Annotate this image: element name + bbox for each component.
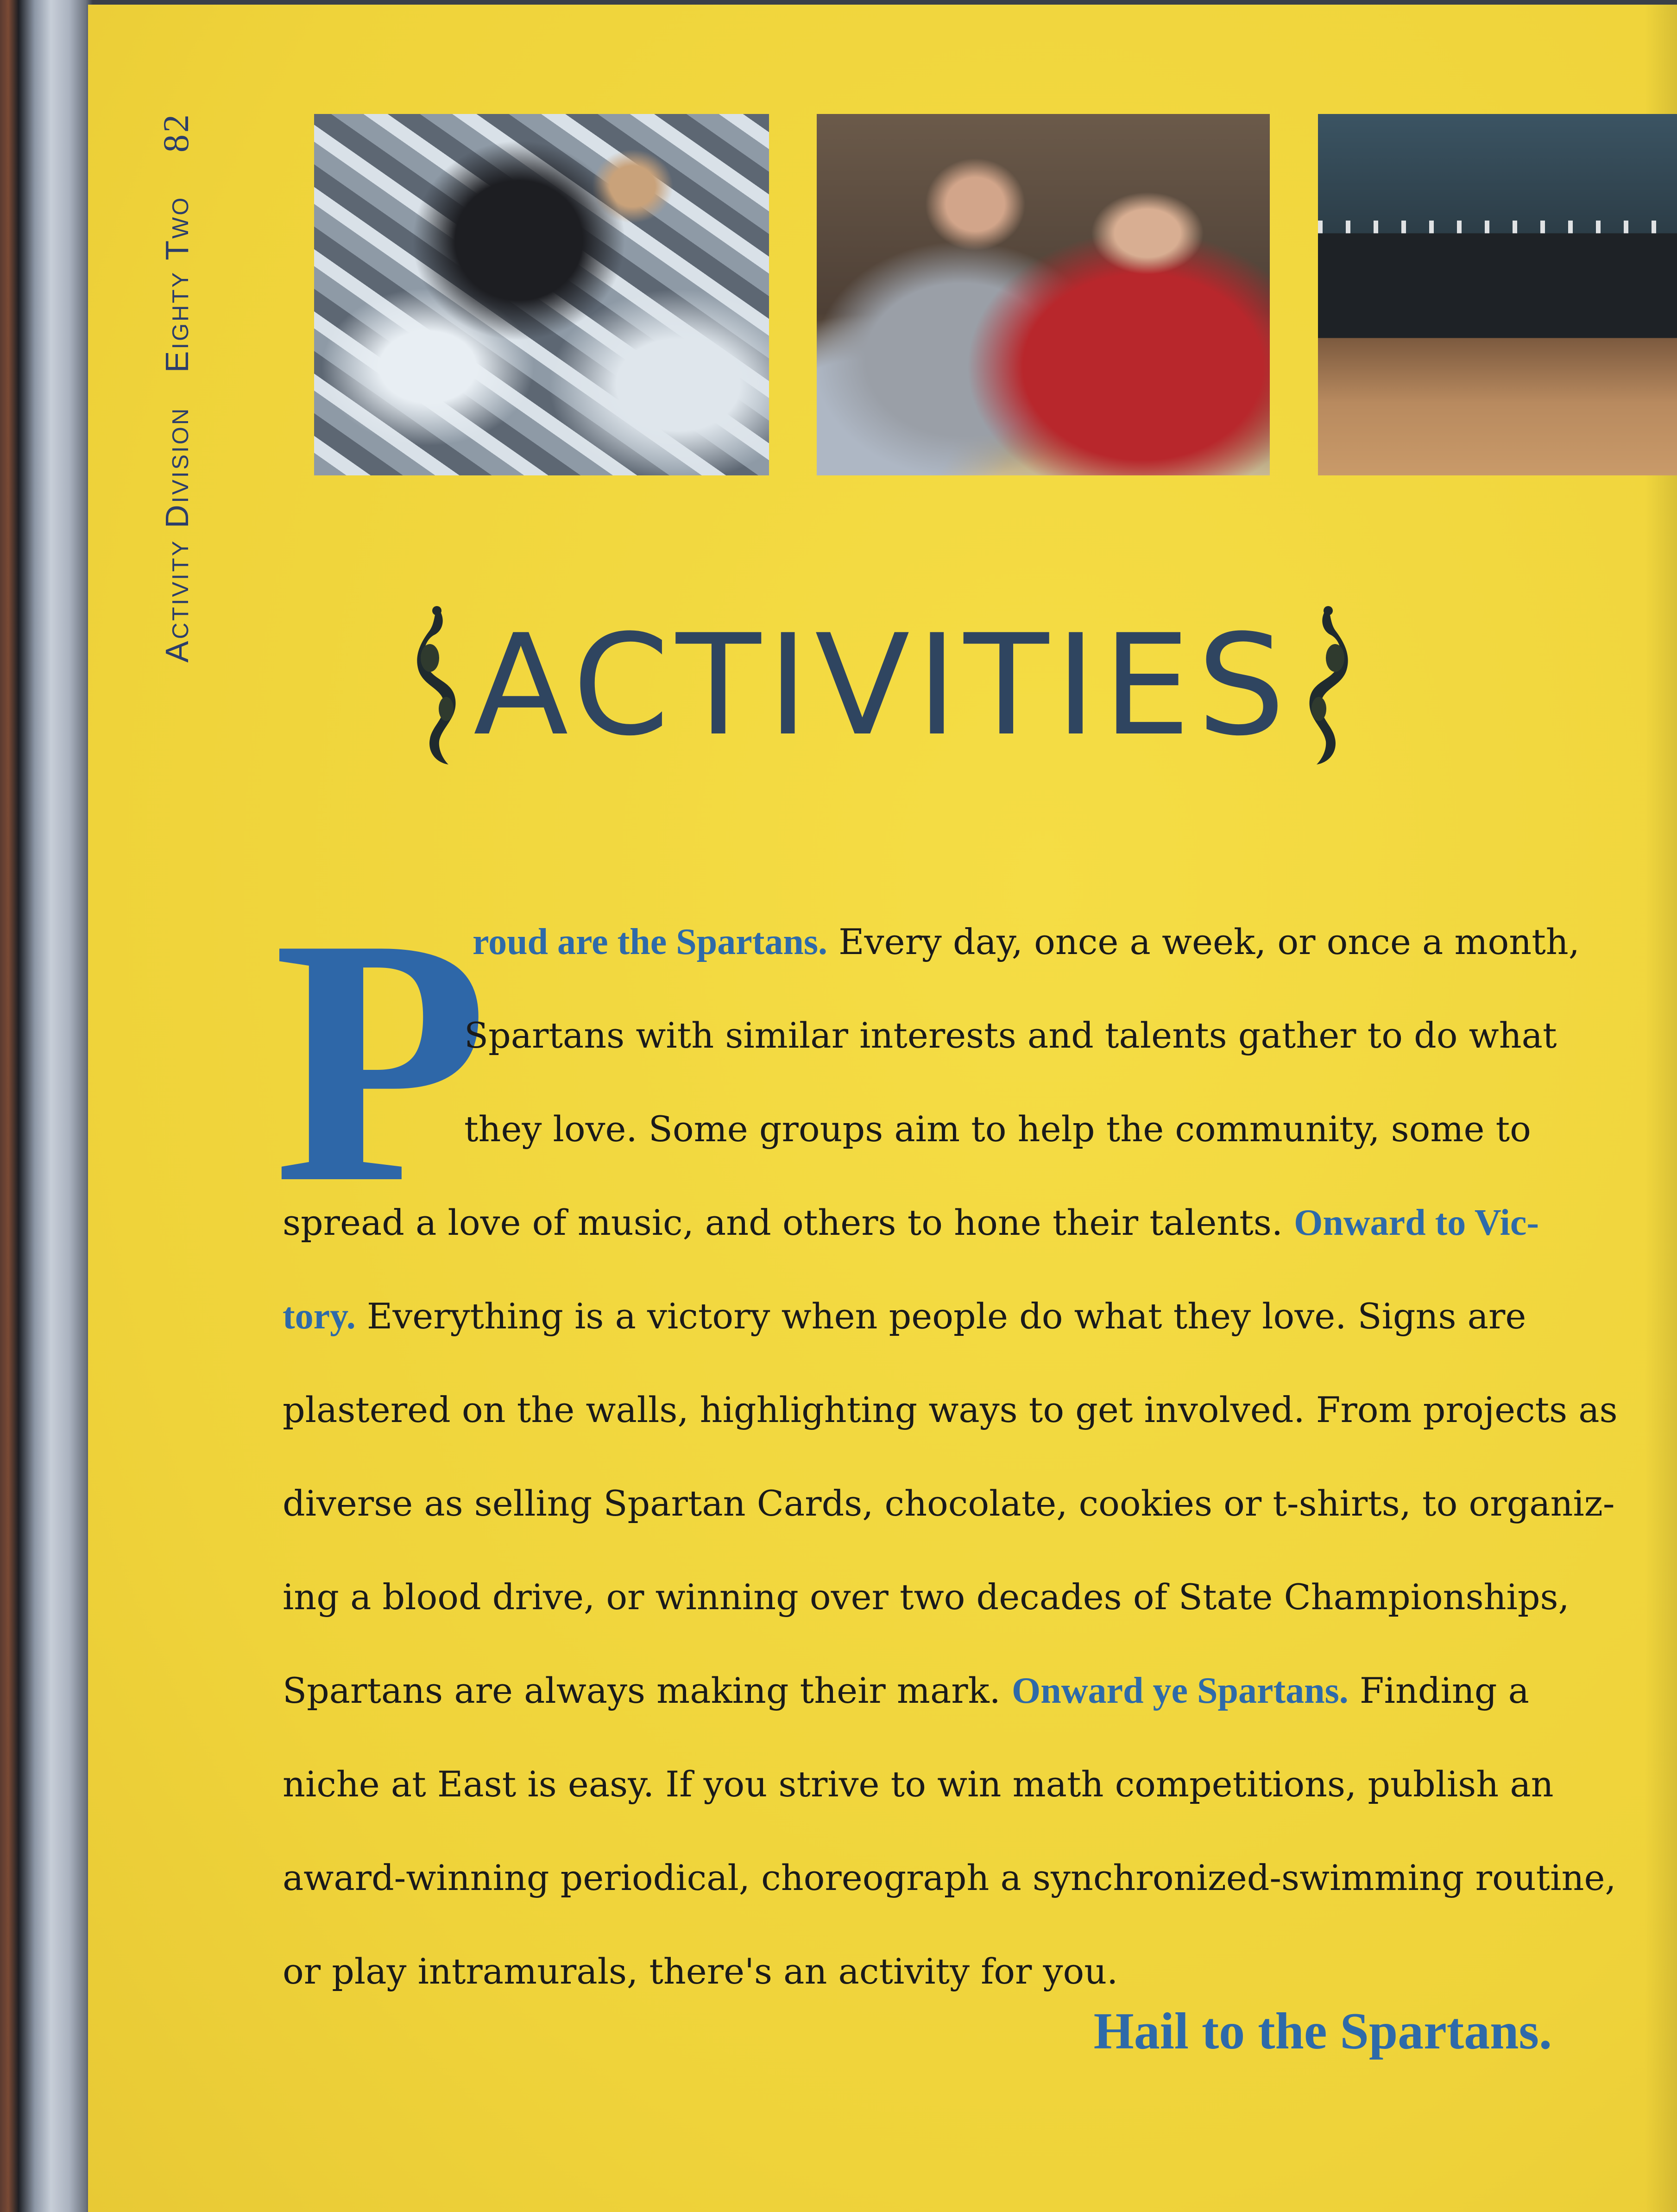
body-line: award-winning periodical, choreograph a synchronized-swimming routine,	[283, 1857, 1616, 1898]
body-text: Spartans are always making their mark.	[283, 1670, 1012, 1711]
highlight-tory: tory.	[283, 1296, 356, 1337]
body-line: diverse as selling Spartan Cards, chocolate, cookies or t-shirts, to organiz-	[283, 1483, 1615, 1524]
body-line: ing a blood drive, or winning over two decades of State Championships,	[283, 1576, 1570, 1618]
body-text: Everything is a victory when people do what they love. Signs are	[355, 1296, 1526, 1337]
drop-cap: P	[273, 866, 489, 1256]
highlight-onward-ye-spartans: Onward ye Spartans.	[1012, 1670, 1349, 1711]
body-line	[283, 1202, 1539, 1244]
body-line	[473, 921, 1580, 963]
leaf-ornament-right-icon	[1293, 602, 1363, 769]
title-text: ACTIVITIES	[473, 605, 1292, 766]
running-head	[155, 89, 197, 663]
body-line: or play intramurals, there's an activity for you.	[283, 1951, 1118, 1992]
closing-line: Hail to the Spartans.	[1093, 2003, 1552, 2060]
leaf-ornament-left-icon	[402, 602, 472, 769]
students-at-table-photo	[817, 114, 1270, 475]
page-number: 82	[156, 113, 196, 153]
body-text: spread a love of music, and others to hone their talents.	[283, 1202, 1294, 1243]
highlight-proud: roud are the Spartans.	[473, 922, 828, 962]
body-text: Every day, once a week, or once a month,	[827, 921, 1580, 962]
body-text: Finding a	[1348, 1670, 1529, 1711]
body-line	[283, 1296, 1526, 1338]
body-line: niche at East is easy. If you strive to win math competitions, publish an	[283, 1763, 1554, 1805]
body-line: Spartans with similar interests and talents gather to do what	[464, 1015, 1557, 1056]
page-words: Eighty Two	[159, 196, 195, 373]
body-line: they love. Some groups aim to help the community, some to	[464, 1108, 1531, 1150]
gym-performance-photo	[1318, 114, 1677, 475]
page-title	[88, 602, 1677, 806]
book-spine	[0, 0, 93, 2212]
body-line: plastered on the walls, highlighting ways to get involved. From projects as	[283, 1389, 1618, 1430]
yearbook-page	[88, 5, 1677, 2212]
highlight-onward-to-victory: Onward to Vic-	[1294, 1202, 1539, 1243]
underwater-scuba-diver-photo	[314, 114, 769, 475]
body-line	[283, 1670, 1529, 1712]
section-label: Activity Division	[159, 406, 195, 663]
